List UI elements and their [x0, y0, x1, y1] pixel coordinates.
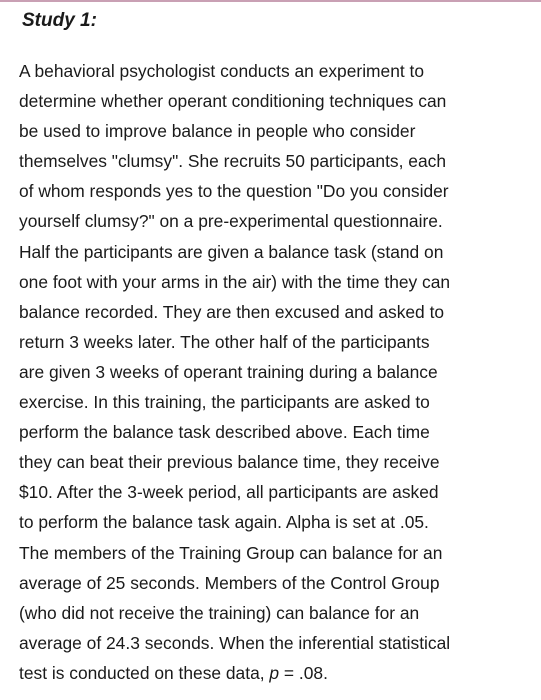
- passage-line: themselves "clumsy". She recruits 50 participants, each: [19, 151, 447, 172]
- passage-line: average of 25 seconds. Members of the Control Group: [19, 572, 440, 593]
- passage-line: return 3 weeks later. The other half of the participants: [19, 331, 430, 352]
- passage-line: they can beat their previous balance time, they receive: [19, 452, 440, 473]
- passage-line: to perform the balance task again. Alpha is set at .05.: [19, 512, 429, 533]
- passage-line: perform the balance task described above. Each time: [19, 422, 430, 443]
- passage-line: (who did not receive the training) can balance for an: [19, 602, 420, 623]
- p-value-text: = .08.: [279, 662, 328, 683]
- passage-line: are given 3 weeks of operant training during a balance: [19, 361, 438, 382]
- last-line-prefix: test is conducted on these data,: [19, 662, 270, 683]
- passage-last-line: [19, 658, 529, 688]
- passage-line: of whom responds yes to the question "Do you consider: [19, 181, 449, 202]
- passage-line: Half the participants are given a balance task (stand on: [19, 241, 444, 262]
- top-divider: [0, 0, 541, 2]
- passage-line: A behavioral psychologist conducts an experiment to: [19, 61, 425, 81]
- study-passage: [19, 56, 529, 688]
- passage-line: be used to improve balance in people who consider: [19, 121, 416, 142]
- study-heading: Study 1:: [22, 10, 97, 31]
- passage-line: The members of the Training Group can balance for an: [19, 542, 443, 563]
- passage-line: determine whether operant conditioning techniques can: [19, 91, 447, 112]
- passage-line: $10. After the 3-week period, all participants are asked: [19, 482, 439, 503]
- passage-line: yourself clumsy?" on a pre-experimental questionnaire.: [19, 211, 443, 232]
- passage-line: average of 24.3 seconds. When the inferential statistical: [19, 632, 451, 653]
- p-value-symbol: p: [269, 662, 280, 683]
- passage-line: exercise. In this training, the participants are asked to: [19, 392, 430, 413]
- passage-line: one foot with your arms in the air) with the time they can: [19, 271, 451, 292]
- passage-line: balance recorded. They are then excused and asked to: [19, 301, 445, 322]
